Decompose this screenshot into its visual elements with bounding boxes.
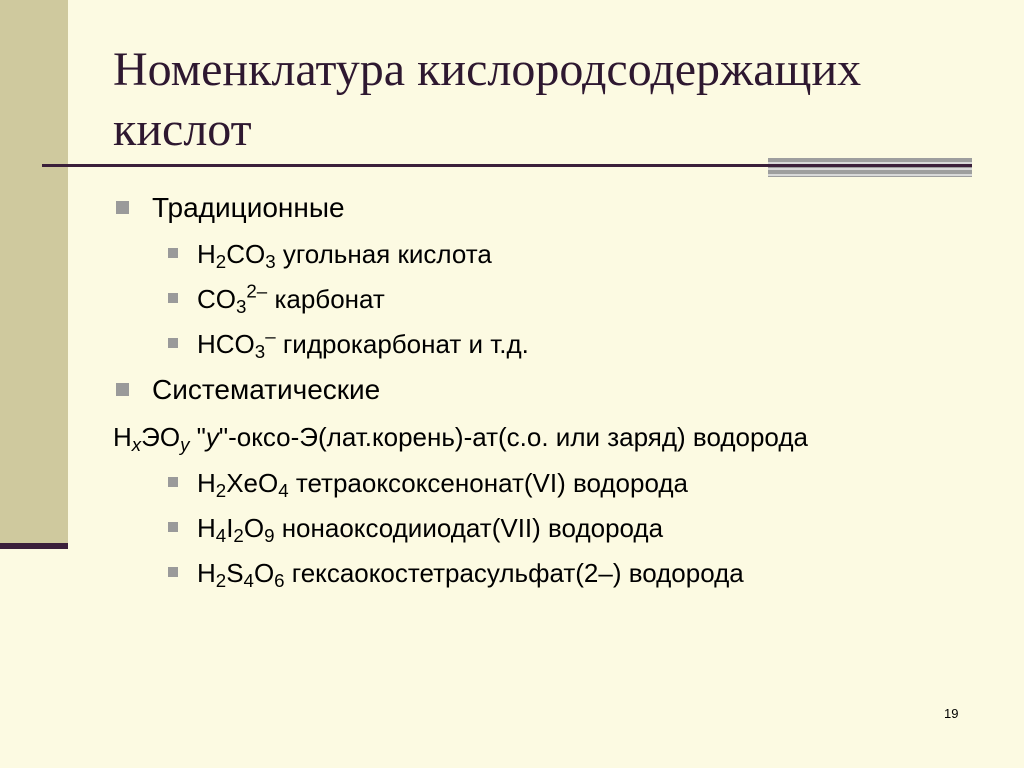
bullet-square-icon (116, 201, 129, 214)
slide-title: Номенклатура кислородсодержащих кислот (113, 43, 862, 156)
section-heading-systematic: Систематические (152, 374, 381, 405)
bullet-square-icon (168, 522, 178, 532)
page-number: 19 (944, 706, 959, 721)
bullet-square-icon (168, 338, 178, 348)
section-heading-traditional: Традиционные (152, 192, 345, 223)
list-item-carbonic-acid: $H_2CO_3$ угольная кислота (197, 239, 492, 273)
bullet-square-icon (168, 477, 178, 487)
title-rule (42, 164, 972, 167)
left-accent-bar (0, 0, 68, 543)
general-formula-line: $H_xЭO_y$ "у"-оксо-Э(лат.корень)-ат(с.о. или заряд) водорода (113, 422, 808, 456)
bullet-square-icon (168, 567, 178, 577)
bullet-square-icon (116, 383, 129, 396)
list-item-bicarbonate: $HCO_3^-$ гидрокарбонат и т.д. (197, 325, 529, 363)
bullet-square-icon (168, 293, 178, 303)
title-rule-accent (768, 158, 972, 177)
list-item-tetrasulfate: $H_2S_4O_6$ гексаокостетрасульфат(2–) водорода (197, 558, 744, 592)
bullet-square-icon (168, 248, 178, 258)
list-item-diiodate: $H_4I_2O_9$ нонаоксодииодат(VII) водорода (197, 513, 664, 547)
list-item-carbonate: $CO_3^{2-}$ карбонат (197, 280, 385, 318)
list-item-xenonate: $H_2XeO_4$ тетраоксоксенонат(VI) водорода (197, 468, 688, 502)
left-accent-underline (0, 543, 68, 549)
